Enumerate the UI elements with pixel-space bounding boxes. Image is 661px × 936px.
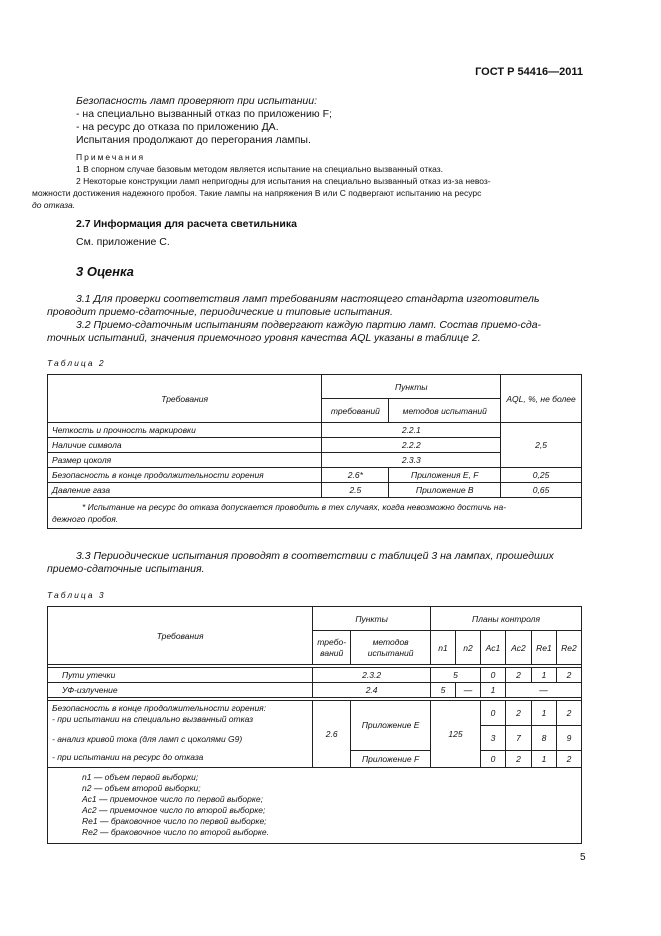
table-cell: Приложение E — [351, 701, 431, 751]
intro-line: - на специально вызванный отказ по приложению F; — [76, 108, 332, 120]
table-cell: 2.6* — [322, 468, 389, 483]
table-cell: — — [505, 683, 581, 698]
table-2-caption: Таблица 2 — [47, 358, 106, 368]
table-row: Наличие символа — [48, 438, 322, 453]
para-line: 3.1 Для проверки соответствия ламп требованиям настоящего стандарта изготовитель — [76, 293, 540, 305]
table-row: Размер цоколя — [48, 453, 322, 468]
t3-header-treb — [313, 631, 351, 665]
page-number: 5 — [580, 852, 586, 863]
table-row: Давление газа — [48, 483, 322, 498]
table-cell: Приложение F — [351, 750, 431, 767]
table-cell: 0 — [480, 701, 505, 726]
table-2-footnote — [48, 498, 582, 529]
standard-header: ГОСТ Р 54416—2011 — [475, 66, 583, 78]
t3-header-ac1: Ac1 — [480, 631, 505, 665]
t2-header-aql: AQL, %, не более — [501, 375, 582, 423]
table-cell: 2 — [505, 701, 531, 726]
table-cell: Приложение B — [389, 483, 501, 498]
t3-header-requirements: Требования — [48, 607, 313, 665]
table-row: УФ-излучение — [48, 683, 313, 698]
table-cell: 2.2.1 — [322, 423, 501, 438]
header-line: ваний — [320, 647, 344, 658]
legend-line: Re1 — браковочное число по первой выборке; — [82, 816, 267, 826]
t2-header-items: Пункты — [322, 375, 501, 399]
t3-header-ac2: Ac2 — [505, 631, 531, 665]
t3-header-plans: Планы контроля — [431, 607, 582, 631]
legend-line: Re2 — браковочное число по второй выборке. — [82, 827, 269, 837]
header-line: методов — [372, 636, 409, 647]
table-cell: 5 — [431, 683, 456, 698]
section-2-7-title: 2.7 Информация для расчета светильника — [76, 218, 297, 230]
table-cell: 0,25 — [501, 468, 582, 483]
table-cell: 2.3.3 — [322, 453, 501, 468]
section-3-3-text — [47, 550, 554, 576]
section-2-7-text: См. приложение С. — [76, 236, 170, 248]
note-2-line: можности достижения надежного пробоя. Такие лампы на напряжения В или С подвергают испытанию на ресурс — [32, 188, 482, 198]
table-cell: 2.3.2 — [313, 668, 431, 683]
table-cell: 3 — [480, 725, 505, 750]
table-cell: 2.2.2 — [322, 438, 501, 453]
table-cell: 2 — [556, 668, 581, 683]
table-cell: 1 — [480, 683, 505, 698]
table-row: Четкость и прочность маркировки — [48, 423, 322, 438]
notes-block — [32, 151, 491, 211]
legend-line: Ac1 — приемочное число по первой выборке; — [82, 794, 263, 804]
table-cell: 2 — [556, 701, 581, 726]
para-line: точных испытаний, значения приемочного уровня качества AQL указаны в таблице 2. — [47, 332, 481, 344]
intro-line: Безопасность ламп проверяют при испытании: — [76, 95, 317, 107]
table-cell: 2.6 — [313, 701, 351, 768]
footnote-line: * Испытание на ресурс до отказа допускается проводить в тех случаях, когда невозможно достичь на- — [82, 502, 507, 512]
legend-line: n1 — объем первой выборки; — [82, 772, 199, 782]
table-cell: 0 — [480, 668, 505, 683]
footnote-line: дежного пробоя. — [52, 514, 119, 524]
para-line: приемо-сдаточные испытания. — [47, 563, 205, 575]
req-line: - при испытании на специально вызванный отказ — [52, 714, 254, 724]
table-cell: 1 — [531, 701, 556, 726]
table-cell: 7 — [505, 725, 531, 750]
req-line: - анализ кривой тока (для ламп с цоколями G9) — [52, 734, 243, 744]
table-cell: 125 — [431, 701, 481, 768]
table-cell: 2 — [556, 750, 581, 767]
table-cell: 2,5 — [501, 423, 582, 468]
para-line: 3.3 Периодические испытания проводят в соответствии с таблицей 3 на лампах, прошедших — [76, 550, 554, 562]
t2-header-requirements: Требования — [48, 375, 322, 423]
header-line: испытаний — [367, 647, 414, 658]
table-row: Безопасность в конце продолжительности горения — [48, 468, 322, 483]
table-cell: 1 — [531, 750, 556, 767]
table-cell: 5 — [431, 668, 481, 683]
note-1: 1 В спорном случае базовым методом является испытание на специально вызванный отказ. — [76, 164, 444, 174]
table-cell: 9 — [556, 725, 581, 750]
t2-header-methods: методов испытаний — [389, 399, 501, 423]
section-3-title: 3 Оценка — [76, 264, 134, 279]
t3-header-items: Пункты — [313, 607, 431, 631]
table-3-caption: Таблица 3 — [47, 590, 106, 600]
table-cell: 0 — [480, 750, 505, 767]
notes-title: Примечания — [76, 152, 146, 162]
req-line: Безопасность в конце продолжительности горения: — [52, 703, 267, 713]
note-2-line: до отказа. — [32, 200, 76, 210]
intro-line: - на ресурс до отказа по приложению ДА. — [76, 121, 279, 133]
table-cell: 8 — [531, 725, 556, 750]
table-cell: Приложения E, F — [389, 468, 501, 483]
table-row: Пути утечки — [48, 668, 313, 683]
t3-header-re1: Re1 — [531, 631, 556, 665]
header-line: требо- — [317, 636, 347, 647]
legend-line: n2 — объем второй выборки; — [82, 783, 201, 793]
table-cell: 0,65 — [501, 483, 582, 498]
t3-header-methods — [351, 631, 431, 665]
table-3-legend — [48, 768, 582, 844]
table-3 — [47, 606, 582, 844]
table-cell: 1 — [531, 668, 556, 683]
intro-line: Испытания продолжают до перегорания лампы. — [76, 134, 311, 146]
table-cell: 2.5 — [322, 483, 389, 498]
table-row — [48, 701, 313, 768]
table-cell: 2 — [505, 668, 531, 683]
para-line: 3.2 Приемо-сдаточным испытаниям подвергают каждую партию ламп. Состав приемо-сда- — [76, 319, 542, 331]
para-line: проводит приемо-сдаточные, периодические и типовые испытания. — [47, 306, 393, 318]
note-2-line: 2 Некоторые конструкции ламп непригодны для испытания на специально вызванный отказ из-за невоз- — [76, 176, 491, 186]
section-3-text — [47, 293, 542, 345]
t3-header-n1: n1 — [431, 631, 456, 665]
table-cell: 2.4 — [313, 683, 431, 698]
table-2 — [47, 374, 582, 529]
t3-header-re2: Re2 — [556, 631, 581, 665]
table-cell: — — [456, 683, 481, 698]
table-cell: 2 — [505, 750, 531, 767]
t3-header-n2: n2 — [456, 631, 481, 665]
req-line: - при испытании на ресурс до отказа — [52, 752, 204, 762]
intro-block — [76, 95, 332, 147]
t2-header-treb: требований — [322, 399, 389, 423]
legend-line: Ac2 — приемочное число по второй выборке; — [82, 805, 266, 815]
